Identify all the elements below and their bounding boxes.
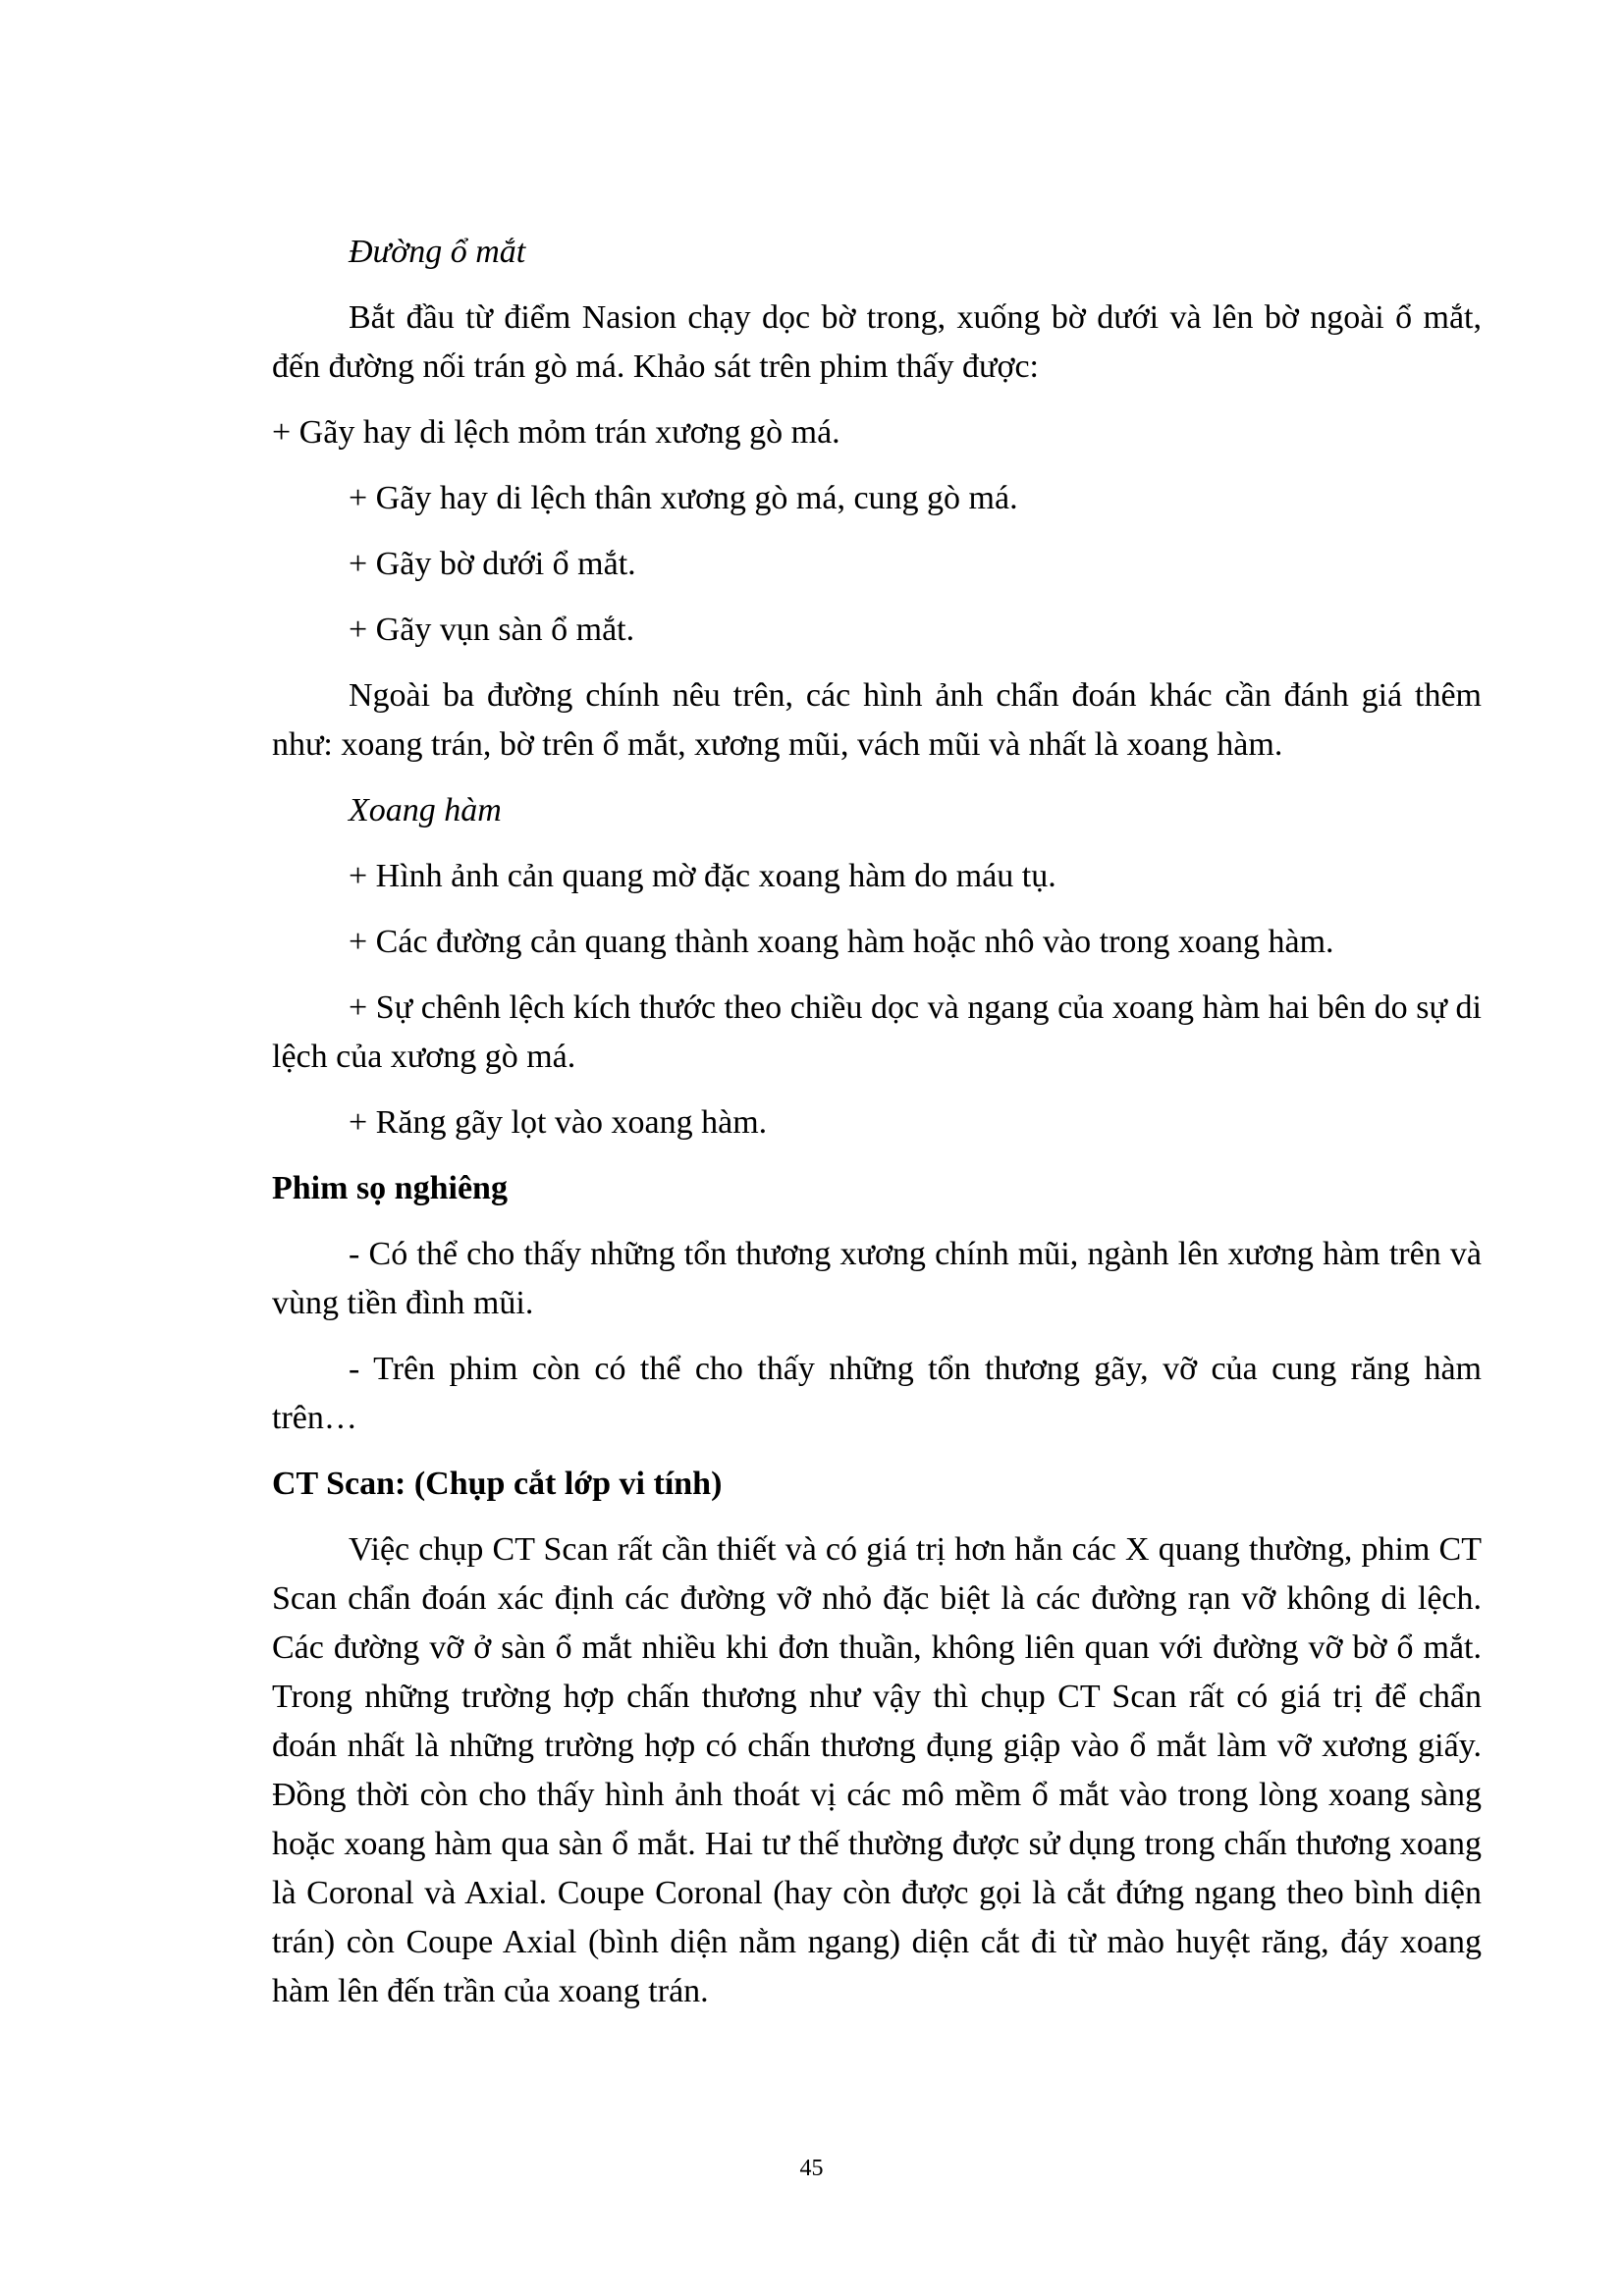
orbit-line-intro: Bắt đầu từ điểm Nasion chạy dọc bờ trong, xuống bờ dưới và lên bờ ngoài ổ mắt, đến đường nối trán gò má. Khảo sát trên phim thấy được: bbox=[272, 299, 1482, 385]
orbit-item: + Gãy bờ dưới ổ mắt. bbox=[349, 546, 636, 582]
maxillary-item: + Răng gãy lọt vào xoang hàm. bbox=[349, 1104, 768, 1141]
maxillary-item: + Hình ảnh cản quang mờ đặc xoang hàm do máu tụ. bbox=[349, 858, 1056, 894]
other-findings-paragraph: Ngoài ba đường chính nêu trên, các hình ảnh chẩn đoán khác cần đánh giá thêm như: xoang trán, bờ trên ổ mắt, xương mũi, vách mũi và nhất là xoang hàm. bbox=[272, 677, 1482, 763]
orbit-item: + Gãy vụn sàn ổ mắt. bbox=[349, 612, 635, 648]
maxillary-item: + Các đường cản quang thành xoang hàm hoặc nhô vào trong xoang hàm. bbox=[349, 924, 1334, 960]
lateral-skull-heading: Phim sọ nghiêng bbox=[272, 1170, 508, 1206]
page-number: 45 bbox=[799, 2156, 824, 2181]
lateral-item: - Trên phim còn có thể cho thấy những tổn thương gãy, vỡ của cung răng hàm trên… bbox=[272, 1351, 1482, 1436]
orbit-line-heading: Đường ổ mắt bbox=[349, 234, 526, 270]
page-content bbox=[272, 228, 1482, 2033]
orbit-item: + Gãy hay di lệch thân xương gò má, cung gò má. bbox=[349, 480, 1018, 516]
orbit-item: + Gãy hay di lệch mỏm trán xương gò má. bbox=[272, 414, 840, 451]
ct-scan-heading: CT Scan: (Chụp cắt lớp vi tính) bbox=[272, 1466, 723, 1502]
lateral-item: - Có thể cho thấy những tổn thương xương chính mũi, ngành lên xương hàm trên và vùng tiền đình mũi. bbox=[272, 1236, 1482, 1321]
maxillary-item: + Sự chênh lệch kích thước theo chiều dọc và ngang của xoang hàm hai bên do sự di lệch của xương gò má. bbox=[272, 989, 1482, 1075]
ct-scan-paragraph: Việc chụp CT Scan rất cần thiết và có giá trị hơn hẳn các X quang thường, phim CT Scan chẩn đoán xác định các đường vỡ nhỏ đặc biệt là các đường rạn vỡ không di lệch. Các đường vỡ ở sàn ổ mắt nhiều khi đơn thuần, không liên quan với đường vỡ bờ ổ mắt. Trong những trường hợp chấn thương như vậy thì chụp CT Scan rất có giá trị để chẩn đoán nhất là những trường hợp có chấn thương đụng giập vào ổ mắt làm vỡ xương giấy. Đồng thời còn cho thấy hình ảnh thoát vị các mô mềm ổ mắt vào trong lòng xoang sàng hoặc xoang hàm qua sàn ổ mắt. Hai tư thế thường được sử dụng trong chấn thương xoang là Coronal và Axial. Coupe Coronal (hay còn được gọi là cắt đứng ngang theo bình diện trán) còn Coupe Axial (bình diện nằm ngang) diện cắt đi từ mào huyệt răng, đáy xoang hàm lên đến trần của xoang trán. bbox=[272, 1531, 1482, 2009]
maxillary-sinus-heading: Xoang hàm bbox=[349, 792, 502, 828]
